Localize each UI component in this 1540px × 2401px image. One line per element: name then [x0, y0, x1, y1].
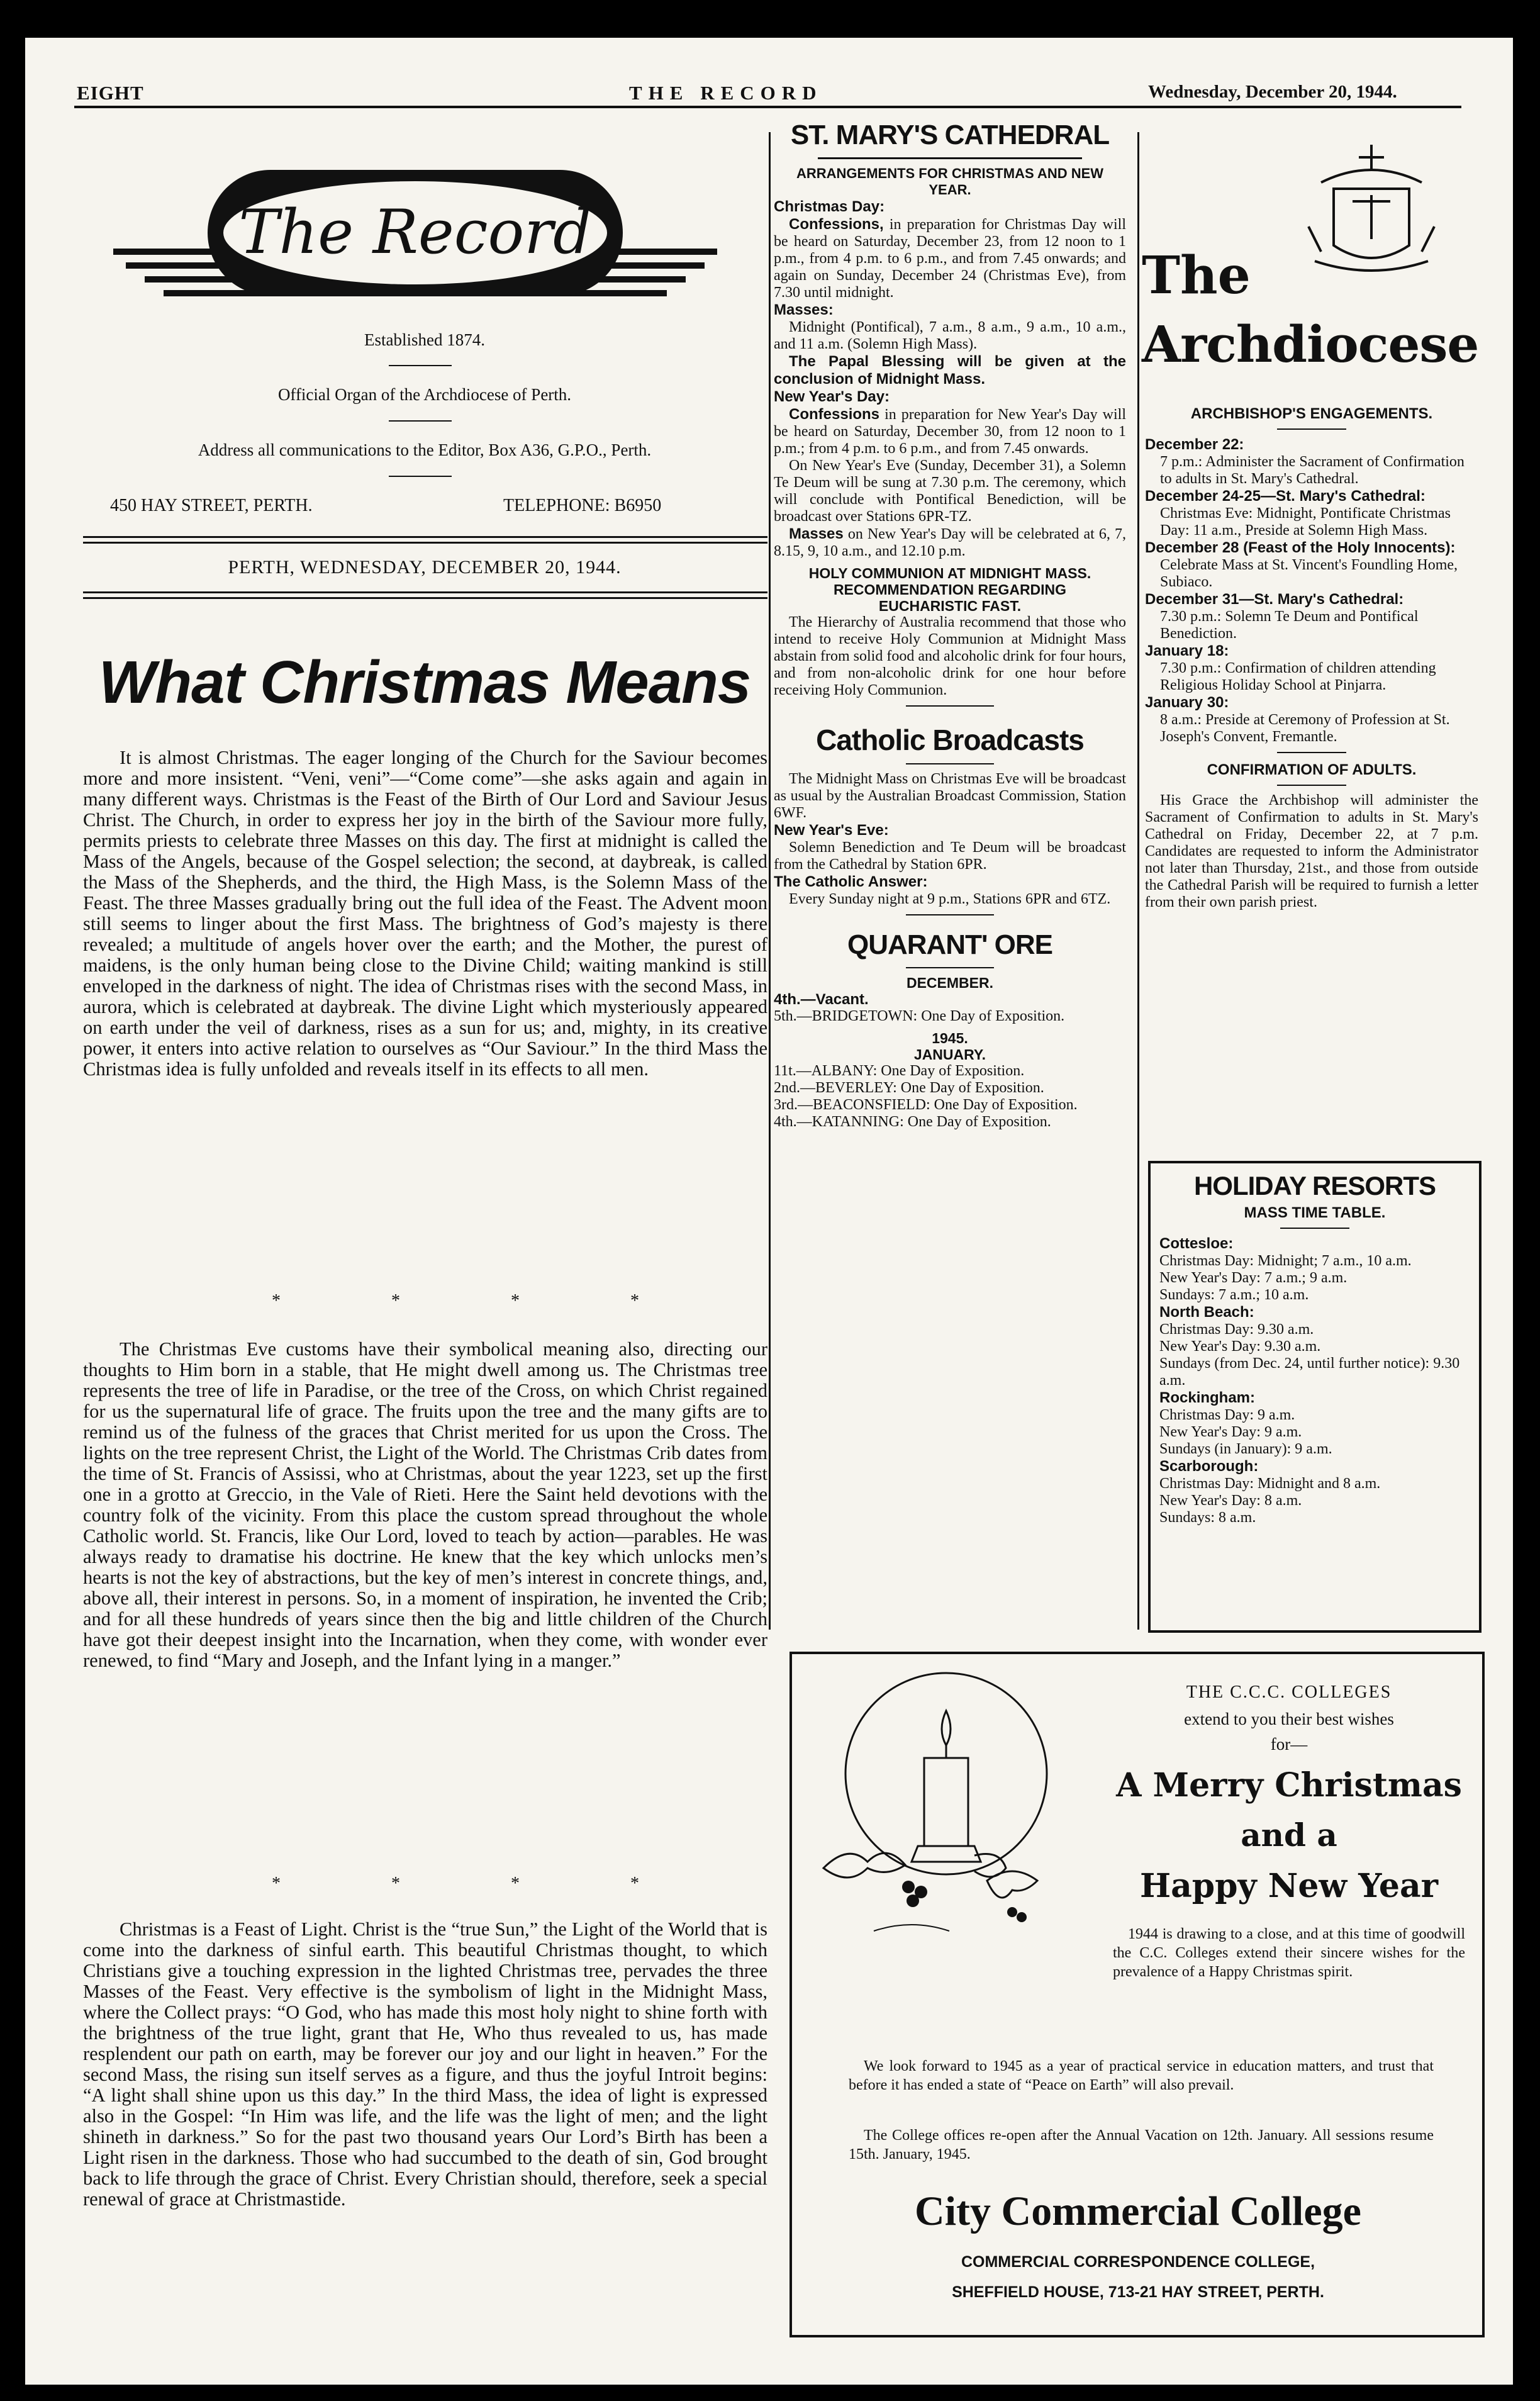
ccc-happy-new-year: Happy New Year — [1139, 1867, 1439, 1905]
recommendation-heading: RECOMMENDATION REGARDING EUCHARISTIC FAST. — [833, 581, 1067, 614]
resort-name: Cottesloe: — [1159, 1235, 1234, 1252]
article-paragraph-3: Christmas is a Feast of Light. Christ is the “true Sun,” the Light of the World that is come into the darkness of sinful earth. This beautiful Christmas thought, to which Christians give a touching expression in the lighted Christmas tree, pervades the three Masses of the Feast. Very effective is the symbolism of light in the Midnight Mass, where the Collect prays: “O God, who has made this most holy night to shine forth with the brightness of the true light, grant that He, Who thus revealed to us, has made resplendent our path on earth, may be forever our joy and our light in heaven.” For the second Mass, the rising sun itself serves as a figure, and thus the joyful Introit begins: “A light shall shine upon us this day.” In the third Mass, the idea of light is expressed also in the Gospel: “In Him was life, and the life was the light of men; and the light shineth in darkness.” So for the past two thousand years Our Lord’s Birth has been a Light risen in the darkness. Those who had succumbed to the death of sin, God brought back to life through the grace of Christ. Every Christian should, therefore, seek a special renewal of grace at Christmastide. — [83, 1918, 767, 2210]
quarant-j3: 3rd.—BEACONSFIELD: One Day of Exposition. — [774, 1097, 1078, 1113]
confirmation-title: CONFIRMATION OF ADULTS. — [1207, 761, 1417, 778]
resort-line: Christmas Day: 9 a.m. — [1159, 1407, 1295, 1423]
new-year-heading: New Year's Day: — [774, 388, 890, 405]
ccc-address: SHEFFIELD HOUSE, 713-21 HAY STREET, PERTH. — [952, 2283, 1324, 2301]
masses-text: Midnight (Pontifical), 7 a.m., 8 a.m., 9 a.m., 10 a.m., and 11 a.m. (Solemn High Mass). — [774, 319, 1126, 352]
resort-name: Rockingham: — [1159, 1389, 1256, 1406]
holy-communion-heading: HOLY COMMUNION AT MIDNIGHT MASS. — [808, 565, 1091, 581]
resort-line: Sundays: 8 a.m. — [1159, 1509, 1256, 1526]
quarant-d2: 5th.—BRIDGETOWN: One Day of Exposition. — [774, 1008, 1065, 1024]
broadcasts-text-2: Solemn Benediction and Te Deum will be broadcast from the Cathedral by Station 6PR. — [774, 839, 1126, 873]
resort-place — [1159, 1389, 1470, 1458]
engagements-title: ARCHBISHOP'S ENGAGEMENTS. — [1190, 405, 1433, 422]
engagement-text: 7.30 p.m.: Confirmation of children attending Religious Holiday School at Pinjarra. — [1160, 660, 1436, 693]
column-rule-right — [1137, 132, 1139, 1630]
article-paragraph-2: The Christmas Eve customs have their symbolical meaning also, directing our thoughts to Him born in a stable, that He might dwell among us. The Christmas tree represents the tree of life in Paradise, or the tree of the Cross, on which Christ regained for us the supernatural life of grace. The fruits upon the tree and the many gifts are to remind us of the fulness of the graces that Christ merited for us upon the Cross. The lights on the tree represent Christ, the Light of the World. The Christmas Crib dates from the time of St. Francis of Assissi, who at Christmas, about the year 1223, set up the first one in a grotto at Greccio, in the Vale of Rieti. Here the Saint held devotions with the country folk of the vicinity. From this place the custom spread throughout the whole Catholic world. St. Francis, like Our Lord, loved to teach by action—parables. He was always ready to dramatise his doctrine. He knew that the key which unlocks men’s hearts is not the key of abstractions, but the key of men’s interest in concrete things, and, above all, their interest in persons. So, in a moment of inspiration, he invented the Crib; and for all these hundreds of years since then the big and little children of the Church have got their deepest insight into the Incarnation, when they come, with wonder ever renewed, to find “Mary and Joseph, and the Infant lying in a manger.” — [83, 1338, 767, 1671]
article-paragraph-1: It is almost Christmas. The eager longing of the Church for the Saviour becomes more and more insistent. “Veni, veni”—“Come come”—she asks again and again in many different ways. Christmas is the Feast of the Birth of Our Lord and Saviour Jesus Christ. The Church, in order to express her joy in the birth of the Saviour more fully, permits priests to celebrate three Masses on this day. The first at midnight is called the Mass of the Angels, because of the Gospel selection; the second, at daybreak, is called the Mass of the Shepherds, and the third, the High Mass, is the Solemn Mass of the Feast. The three Masses gradually bring out the full idea of the Feast. The Advent moon still seems to linger about the first Mass. The brightness of God’s majesty is there revealed; a multitude of angels hover over the earth; and the Mother, the purest of maidens, is the only human being close to the Divine Child; waiting mankind is still enveloped in the darkness of night. The idea of Christmas rises with the second Mass, in aurora, which is celebrated at daybreak. The divine Light which mysteriously appeared on earth under the veil of darkness, rises as a sun for us; and, mighty, in its creative power, it enters into active relation to ourselves as “Our Saviour.” In the third Mass the Christmas idea is fully unfolded and reveals itself in its effects to all men. — [83, 747, 767, 1080]
newspaper-page: EIGHT THE RECORD Wednesday, December 20, 1944. The Record Established 1874. Official Organ of the Archdiocese of Perth. Address all communications to the Editor, Box A36, G.P.O., Perth. 450 HAY STREET, PERTH. TELEPHONE: B6950 PERTH, WEDNESDAY, DECEMBER 20, 1944. What Christmas Means It is almost Christmas. The eager longing of the Church for the Saviour becomes more and more insistent. “Veni, veni”—“Come come”—she asks again and again in many different ways. Christmas is the Feast of the Birth of Our Lord and Saviour Jesus Christ. The Church, in order to express her joy in the birth of the Saviour more fully, permits priests to celebrate three Masses on this day. The first at midnight is called the Mass of the Angels, because of the Gospel selection; the second, at daybreak, is called the Mass of the Shepherds, and the third, the High Mass, is the Solemn Mass of the Feast. The three Masses gradually bring out the full idea of the Feast. The Advent moon still seems to linger about the first Mass. The brightness of God’s majesty is there revealed; a multitude of angels hover over the earth; and the Mother, the purest of maidens, is the only human being close to the Divine Child; waiting mankind is still enveloped in the darkness of night. The idea of Christmas rises with the second Mass, in aurora, which is celebrated at daybreak. The divine Light which mysteriously appeared on earth under the veil of darkness, rises as a sun for us; and, mighty, in its creative power, it enters into active relation to ourselves as “Our Saviour.” In the third Mass the Christmas idea is fully unfolded and reveals itself in its effects to all men. * * * * The Christmas Eve customs have their symbolical meaning also, directing our thoughts to Him born in a stable, that He might dwell among us. The Christmas tree represents the tree of life in Paradise, or the tree of the Cross, on which Christ regained for us the supernatural life of grace. The fruits upon the tree and the many gifts are to remind us of the fulness of the graces that Christ merited for us upon the Cross. The lights on the tree represent Christ, the Light of the World. The Christmas Crib dates from the time of St. Francis of Assissi, who at Christmas, about the year 1223, set up the first one in a grotto at Greccio, in the Vale of Rieti. Here the Saint held devotions with the country folk of the vicinity. From this place the custom spread throughout the whole Catholic world. St. Francis, like Our Lord, loved to teach by action—parables. He was always ready to dramatise his doctrine. He knew that the key which unlocks men’s hearts is not the key of abstractions, but the key of men’s interest in concrete things, and, above all, their interest in persons. So, in a moment of inspiration, he invented the Crib; and for all these hundreds of years since then the big and little children of the Church have got their deepest insight into the Incarnation, when they come, with wonder ever renewed, to find “Mary and Joseph, and the Infant lying in a manger.” * * * * Christmas is a Feast of Light. Christ is the “true Sun,” the Light of the World that is come into the darkness of sinful earth. This beautiful Christmas thought, to which Christians give a touching expression in the lighted Christmas tree, pervades the three Masses of the Feast. Very effective is the symbolism of light in the Midnight Mass, where the Collect prays: “O God, who has made this most holy night to shine forth with the brightness of the true light, grant that He, Who thus revealed to us, has made resplendent our path on earth, may be forever our joy and our light in heaven.” For the second Mass, the rising sun itself serves as a figure, and thus the joyful Introit begins: “A light shall shine upon us this day.” In the third Mass, the idea of light is expressed also in the Gospel: “In Him was life, and the life was the light of men; and the light shineth in darkness.” So for the past two thousand years Our Lord’s Birth has been a Light risen in the darkness. Those who had succumbed to the death of sin, God brought back to life through the grace of Christ. Every Christian should, therefore, seek a special renewal of grace at Christmastide. ST. MARY'S CATHEDRAL ARRANGEMENTS FOR CHRISTMAS AND NEW YEAR. Christmas Day: Confessions, in preparation for Christmas Day will be heard on Saturday, December 23, from 12 noon to 1 p.m., from 4 p.m. to 6 p.m., and from 7.45 onwards; and again on Sunday, December 24 (Christmas Eve), from 7.30 until midnight. Masses: Midnight (Pontifical), 7 a.m., 8 a.m., 9 a.m., 10 a.m., and 11 a.m. (Solemn High Mass). The Papal Blessing will be given at the conclusion of Midnight Mass. New Year's Day: Confessions in preparation for New Year's Day will be heard on Saturday, December 30, from 12 noon to 1 p.m.; from 4 p.m. to 6 p.m., and from 7.45 onwards. On New Year's Eve (Sunday, December 31), a Solemn Te Deum will be sung at 7.30 p.m. The ceremony, which will conclude with Pontifical Benediction, will be broadcast over Stations 6PR-TZ. Masses on New Year's Day will be celebrated at 6, 7, 8.15, 9, 10 a.m., and 12.10 p.m. HOLY COMMUNION AT MIDNIGHT MASS. RECOMMENDATION REGARDING EUCHARISTIC FAST. The Hierarchy of Australia recommend that those who intend to receive Holy Communion at Midnight Mass abstain from solid food and alcoholic drink for four hours, and from non-alcoholic drink for one hour before receiving Holy Communion. Catholic Broadcasts The Midnight Mass on Christmas Eve will be broadcast as usual by the Australian Broadcast Commission, Station 6WF. New Year's Eve: Solemn Benediction and Te Deum will be broadcast from the Cathedral by Station 6PR. The Catholic Answer: Every Sunday night at 9 p.m., Stations 6PR and 6TZ. QUARANT' ORE DECEMBER. 4th.—Vacant. 5th.—BRIDGETOWN: One Day of Exposition. 1945. JANUARY. 11t.—ALBANY: One Day of Exposition. 2nd.—BEVERLEY: One Day of Exposition. 3rd.—BEACONSFIELD: One Day of Exposition. 4th.—KATANNING: One Day of Exposition. The Archdiocese ARCHBISHOP'S ENGAGEMENTS. December 22: 7 p.m.: Administer the Sacrament of Confirmation to adults in St. Mary's Cathedral. December 24-25—St. Mary's Cathedral: Christmas Eve: Midnight, Pontificate Christmas Day: 11 a.m., Preside at Solemn High Mass. December 28 (Feast of the Holy Innocents): Celebrate Mass at St. Vincent's Foundling Home, Subiaco. December 31—St. Mary's Cathedral: 7.30 p.m.: Solemn Te Deum and Pontifical Benediction. January 18: 7.30 p.m.: Confirmation of children attending Religious Holiday School at Pinjarra. January 30: 8 a.m.: Preside at Ceremony of Profession at St. Joseph's Convent, Fremantle. CONFIRMATION OF ADULTS. His Grace the Archbishop will administer the Sacrament of Confirmation to adults in St. Mary's Cathedral on Friday, December 22, at 7 p.m. Candidates are requested to inform the Administrator not later than Thursday, 21st., and those from outside the Cathedral Parish will be required to furnish a letter from their own parish priest. HOLIDAY RESORTS MASS TIME TABLE. Cottesloe: Christmas Day: Midnight; 7 a.m., 10 a.m. New Year's Day: 7 a.m.; 9 a.m. Sundays: 7 a.m.; 10 a.m. North Beach: Christmas Day: 9.30 a.m. New Year's Day: 9.30 a.m. Sundays (from Dec. 24, until further notice): 9.30 a.m. Rockingham: Christmas Day: 9 a.m. New Year's Day: 9 a.m. Sundays (in January): 9 a.m. Scarborough: Christmas Day: Midnight and 8 a.m. New Year's Day: 8 a.m. Sundays: 8 a.m. THE C.C.C. COLLEGES extend to you their best wishes for— A Merry Christmas and a Happy New Year 1944 is drawing to a close, and at this time of goodwill the C.C. Colleges extend their sincere wishes for the prevalence of a Happy Christmas spirit. We look forward to 1945 as a year of practical service in education matters, and trust that before it has ended a state of “Peace on Earth” will also prevail. The College offices re-open after the Annual Vacation on 12th. January. All sessions resume 15th. January, 1945. City Commercial College COMMERCIAL CORRESPONDENCE COLLEGE, SHEFFIELD HOUSE, 713-21 HAY STREET, PERTH. — [25, 38, 1513, 2385]
broadcasts-ny-heading: New Year's Eve: — [774, 822, 889, 839]
quarant-j4: 4th.—KATANNING: One Day of Exposition. — [774, 1114, 1051, 1130]
resort-line: Christmas Day: Midnight; 7 a.m., 10 a.m. — [1159, 1253, 1412, 1269]
quarant-january: JANUARY. — [913, 1046, 986, 1063]
masthead-rule — [389, 476, 452, 477]
papal-blessing: The Papal Blessing will be given at the conclusion of Midnight Mass. — [774, 353, 1126, 388]
broadcasts-title: Catholic Broadcasts — [816, 724, 1084, 756]
resort-line: Sundays (from Dec. 24, until further notice): 9.30 a.m. — [1159, 1355, 1460, 1389]
resort-place — [1159, 1235, 1470, 1304]
ccc-advertisement — [790, 1652, 1485, 2337]
engagement-date: January 18: — [1145, 642, 1229, 659]
dateline: PERTH, WEDNESDAY, DECEMBER 20, 1944. — [228, 557, 622, 578]
quarant-j1: 11t.—ALBANY: One Day of Exposition. — [774, 1063, 1025, 1079]
quarant-d1: 4th.—Vacant. — [774, 991, 869, 1008]
ccc-forward-text: We look forward to 1945 as a year of practical service in education matters, and trust that before it has ended a state of “Peace on Earth” will also prevail. — [849, 2058, 1434, 2093]
telephone: TELEPHONE: B6950 — [503, 496, 662, 515]
ccc-for: for— — [1270, 1735, 1308, 1754]
resort-name: North Beach: — [1159, 1304, 1254, 1321]
masthead-rule — [389, 365, 452, 366]
coat-of-arms-icon — [1296, 132, 1447, 283]
ny-masses-text: on New Year's Day will be celebrated at 6, 7, 8.15, 9, 10 a.m., and 12.10 p.m. — [774, 526, 1126, 559]
confessions-text: in preparation for Christmas Day will be heard on Saturday, December 23, from 12 noon to 1 p.m., from 4 p.m. to 6 p.m., and from 7.45 onwards; and again on Sunday, December 24 (Christmas Eve), from 7.30 until midnight. — [774, 216, 1126, 301]
christmas-day-heading: Christmas Day: — [774, 198, 885, 215]
street-address: 450 HAY STREET, PERTH. — [110, 496, 313, 515]
ccc-college-name: City Commercial College — [915, 2188, 1361, 2234]
resort-line: New Year's Day: 9 a.m. — [1159, 1424, 1302, 1440]
engagement-text: 7.30 p.m.: Solemn Te Deum and Pontifical Benediction. — [1160, 608, 1419, 642]
resort-line: Sundays: 7 a.m.; 10 a.m. — [1159, 1287, 1309, 1303]
resort-line: Christmas Day: Midnight and 8 a.m. — [1159, 1475, 1381, 1492]
engagement-text: 8 a.m.: Preside at Ceremony of Profession at St. Joseph's Convent, Fremantle. — [1160, 712, 1450, 745]
masthead-rule — [389, 420, 452, 422]
ccc-reopen-text: The College offices re-open after the Annual Vacation on 12th. January. All sessions resume 15th. January, 1945. — [849, 2127, 1434, 2163]
confessions-label: Confessions, — [789, 216, 884, 233]
masses-heading: Masses: — [774, 301, 834, 318]
resort-place — [1159, 1458, 1470, 1526]
ny-confessions-text: in preparation for New Year's Day will be heard on Saturday, December 30, from 12 noon to 1 p.m.; from 4 p.m. to 6 p.m., and from 7.45 onwards. — [774, 406, 1126, 457]
resort-name: Scarborough: — [1159, 1458, 1259, 1475]
engagement-date: December 28 (Feast of the Holy Innocents): — [1145, 539, 1456, 556]
dateline-rule — [83, 536, 767, 544]
confirmation-text: His Grace the Archbishop will administer the Sacrament of Confirmation to adults in St. Mary's Cathedral on Friday, December 22, at 7 p.m. Candidates are requested to inform the Administrator not later than Thursday, 21st., and those from outside the Cathedral Parish will be required to furnish a letter from their own parish priest. — [1145, 792, 1478, 910]
broadcasts-text-1: The Midnight Mass on Christmas Eve will be broadcast as usual by the Australian Broadcast Commission, Station 6WF. — [774, 771, 1126, 821]
header-rule — [74, 106, 1461, 108]
dateline-rule — [83, 591, 767, 599]
cathedral-subtitle: ARRANGEMENTS FOR CHRISTMAS AND NEW YEAR. — [796, 165, 1104, 198]
established: Established 1874. — [364, 330, 485, 349]
paper-name: THE RECORD — [629, 82, 823, 104]
candle-holly-icon — [811, 1667, 1088, 1981]
resort-line: New Year's Day: 7 a.m.; 9 a.m. — [1159, 1270, 1348, 1286]
resort-line: New Year's Day: 8 a.m. — [1159, 1492, 1302, 1509]
editor-address: Address all communications to the Editor, Box A36, G.P.O., Perth. — [198, 440, 652, 459]
article-headline: What Christmas Means — [98, 649, 751, 716]
cathedral-title: ST. MARY'S CATHEDRAL — [790, 120, 1110, 150]
resort-line: Sundays (in January): 9 a.m. — [1159, 1441, 1332, 1457]
engagement-date: December 24-25—St. Mary's Cathedral: — [1145, 488, 1426, 505]
record-logo — [101, 157, 730, 321]
engagement-date: December 22: — [1145, 436, 1244, 453]
recommendation-text: The Hierarchy of Australia recommend that those who intend to receive Holy Communion at Midnight Mass abstain from solid food and alcoholic drink for four hours, and from non-alcoholic drink for one hour before receiving Holy Communion. — [774, 614, 1126, 698]
issue-date: Wednesday, December 20, 1944. — [1148, 82, 1397, 102]
quarant-title: QUARANT' ORE — [847, 929, 1052, 960]
resorts-title: HOLIDAY RESORTS — [1193, 1171, 1436, 1200]
ccc-colleges: THE C.C.C. COLLEGES — [1186, 1682, 1392, 1702]
engagement-text: 7 p.m.: Administer the Sacrament of Confirmation to adults in St. Mary's Cathedral. — [1160, 454, 1465, 487]
ccc-correspondence: COMMERCIAL CORRESPONDENCE COLLEGE, — [961, 2253, 1315, 2271]
new-year-eve: On New Year's Eve (Sunday, December 31), a Solemn Te Deum will be sung at 7.30 p.m. The ceremony, which will conclude with Pontifical Benediction, will be broadcast over Stations 6PR-TZ. — [774, 457, 1126, 525]
broadcasts-text-3: Every Sunday night at 9 p.m., Stations 6PR and 6TZ. — [789, 891, 1111, 907]
ny-confessions-label: Confessions — [789, 406, 880, 423]
engagement-date: December 31—St. Mary's Cathedral: — [1145, 591, 1404, 608]
quarant-december: DECEMBER. — [906, 975, 993, 991]
logo-text: The Record — [238, 197, 592, 267]
engagement-date: January 30: — [1145, 694, 1229, 711]
holiday-resorts-box — [1148, 1161, 1481, 1633]
page-number: EIGHT — [77, 82, 144, 104]
resort-line: New Year's Day: 9.30 a.m. — [1159, 1338, 1321, 1355]
archdiocese-title-1: The — [1142, 245, 1251, 306]
quarant-year: 1945. — [932, 1030, 968, 1046]
ny-masses-label: Masses — [789, 525, 844, 542]
column-rule-left — [769, 132, 771, 1630]
catholic-answer-heading: The Catholic Answer: — [774, 873, 928, 890]
resorts-subtitle: MASS TIME TABLE. — [1244, 1204, 1386, 1221]
ccc-merry-christmas: A Merry Christmas — [1116, 1766, 1462, 1805]
archdiocese-section — [1145, 406, 1478, 911]
cathedral-section — [774, 120, 1126, 1131]
engagement-text: Celebrate Mass at St. Vincent's Foundling Home, Subiaco. — [1160, 557, 1458, 590]
ccc-extend: extend to you their best wishes — [1184, 1710, 1394, 1728]
archdiocese-title-2: Archdiocese — [1142, 315, 1479, 374]
resort-place — [1159, 1304, 1470, 1389]
ccc-and-a: and a — [1241, 1816, 1337, 1854]
engagement-text: Christmas Eve: Midnight, Pontificate Christmas Day: 11 a.m., Preside at Solemn High Mass. — [1160, 505, 1451, 539]
quarant-j2: 2nd.—BEVERLEY: One Day of Exposition. — [774, 1080, 1044, 1096]
official-organ: Official Organ of the Archdiocese of Perth. — [277, 385, 572, 404]
resort-line: Christmas Day: 9.30 a.m. — [1159, 1321, 1314, 1338]
ccc-drawing-text: 1944 is drawing to a close, and at this time of goodwill the C.C. Colleges extend their sincere wishes for the prevalence of a Happy Christmas spirit. — [1113, 1926, 1465, 1980]
